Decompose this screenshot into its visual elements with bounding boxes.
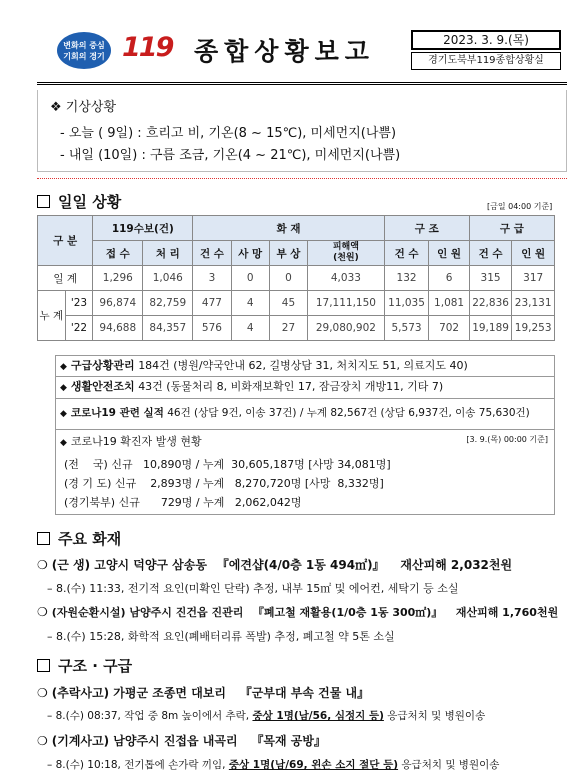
logo-text-2: 기회의 경기 [63, 52, 105, 61]
header-deaths: 사 망 [231, 241, 269, 266]
cell: 1,296 [93, 266, 143, 291]
cell: 19,189 [469, 316, 512, 341]
rescue-detail: – 8.(수) 08:37, 작업 중 8m 높이에서 추락, 중상 1명(남/56, 심정지 등) 응급처치 및 병원이송 [47, 710, 486, 722]
cell: 4,033 [308, 266, 385, 291]
cell: 22,836 [469, 291, 512, 316]
cell: 4 [231, 316, 269, 341]
covid-basis: [3. 9.(목) 00:00 기준] [466, 435, 548, 444]
cell: 315 [469, 266, 512, 291]
weather-heading [50, 96, 116, 115]
note-covid-performance: ◆ 코로나19 관련 실적 46건 (상담 9건, 이송 37건) / 누계 82,567건 (상담 6,937건, 이송 75,630건) [55, 399, 555, 430]
daily-section-title: 일일 상황 [37, 191, 121, 212]
diamond-icon: ◆ [60, 362, 67, 372]
daily-status-table [37, 215, 555, 341]
logo-text-1: 변화의 중심 [63, 41, 105, 50]
logo-emblem [57, 32, 111, 69]
divider [37, 178, 567, 179]
header-damage: 피해액 (천원) [308, 241, 385, 266]
weather-section [37, 90, 567, 172]
covid-status-box [55, 430, 555, 515]
rescue-item: ❍ (추락사고) 가평군 조종면 대보리 『군부대 부속 건물 내』 [37, 686, 370, 700]
header-handle: 처 리 [143, 241, 193, 266]
cell: 17,111,150 [308, 291, 385, 316]
circle-bullet-icon: ❍ [37, 686, 48, 700]
cell: 96,874 [93, 291, 143, 316]
daily-basis: [금일 04:00 기준] [487, 202, 553, 211]
square-icon [37, 532, 50, 545]
rescue-item: ❍ (기계사고) 남양주시 진접읍 내곡리 『목재 공방』 [37, 734, 326, 748]
header-ems-cases: 건 수 [469, 241, 512, 266]
cell: 45 [269, 291, 307, 316]
cell: 82,759 [143, 291, 193, 316]
circle-bullet-icon: ❍ [37, 734, 48, 748]
cell: 11,035 [384, 291, 429, 316]
note-safety: ◆ 생활안전조치 43건 (동물처리 8, 비화재보확인 17, 잠금장치 개방11, 기타 7) [55, 377, 555, 399]
header-injured: 부 상 [269, 241, 307, 266]
header-ems-people: 인 원 [512, 241, 555, 266]
fire-item: ❍ (자원순환시설) 남양주시 진건읍 진관리 『폐고철 재활용(1/0층 1동 300㎡)』 재산피해 1,760천원 [37, 605, 559, 619]
cell: 0 [269, 266, 307, 291]
covid-north-gyeonggi: (경기북부) 신규 729명 / 누계 2,062,042명 [64, 496, 302, 509]
cell: 27 [269, 316, 307, 341]
cell: 5,573 [384, 316, 429, 341]
fire-detail: – 8.(수) 11:33, 전기적 요인(미확인 단락) 추정, 내부 15㎡ 및 에어컨, 세탁기 등 소실 [47, 582, 459, 595]
cell: 19,253 [512, 316, 555, 341]
header-category: 구 분 [38, 216, 93, 266]
diamond-icon: ◆ [60, 438, 67, 448]
circle-bullet-icon: ❍ [37, 558, 48, 572]
circle-bullet-icon: ❍ [37, 605, 48, 619]
weather-tomorrow: - 내일 (10일) : 구름 조금, 기온(4 ~ 21℃), 미세먼지(나쁨) [60, 148, 401, 163]
cell: 4 [231, 291, 269, 316]
cell: 1,046 [143, 266, 193, 291]
cell: 0 [231, 266, 269, 291]
cell: 576 [193, 316, 231, 341]
covid-national: (전 국) 신규 10,890명 / 누계 30,605,187명 [사망 34,081명] [64, 458, 391, 471]
rescue-detail: – 8.(수) 10:18, 전기톱에 손가락 끼임, 중상 1명(남/69, 왼손 소지 절단 등) 응급처치 및 병원이송 [47, 759, 500, 771]
header-report: 119수보(건) [93, 216, 193, 241]
department-name: 경기도북부119종합상황실 [411, 52, 561, 70]
header-ems: 구 급 [469, 216, 554, 241]
cell: 84,357 [143, 316, 193, 341]
square-icon [37, 195, 50, 208]
diamond-icon: ◆ [60, 383, 67, 393]
cell: 94,688 [93, 316, 143, 341]
header-rescue-cases: 건 수 [384, 241, 429, 266]
weather-heading-text: 기상상황 [65, 100, 117, 115]
header-rescue-people: 인 원 [429, 241, 469, 266]
cell: 29,080,902 [308, 316, 385, 341]
table-row [38, 266, 555, 291]
table-row [38, 291, 555, 316]
fire-item: ❍ (근 생) 고양시 덕양구 삼송동 『에견샵(4/0층 1동 494㎡)』 재산피해 2,032천원 [37, 558, 513, 572]
report-date: 2023. 3. 9.(목) [411, 30, 561, 50]
row-year: '22 [65, 316, 93, 341]
note-ems-management: ◆ 구급상황관리 184건 (병원/약국안내 62, 길병상담 31, 처치지도 51, 의료지도 40) [55, 355, 555, 377]
weather-today: - 오늘 ( 9일) : 흐리고 비, 기온(8 ~ 15℃), 미세먼지(나쁨) [60, 126, 397, 141]
logo-119: 119 [122, 32, 173, 63]
covid-title: ◆ 코로나19 확진자 발생 현황 [60, 435, 202, 448]
cell: 477 [193, 291, 231, 316]
fires-section-title: 주요 화재 [37, 528, 121, 549]
row-label: 누 계 [38, 291, 66, 341]
table-row [38, 316, 555, 341]
square-icon [37, 659, 50, 672]
cell: 23,131 [512, 291, 555, 316]
cell: 702 [429, 316, 469, 341]
cell: 6 [429, 266, 469, 291]
row-label: 일 계 [38, 266, 93, 291]
row-year: '23 [65, 291, 93, 316]
covid-gyeonggi: (경 기 도) 신규 2,893명 / 누계 8,270,720명 [사망 8,332명] [64, 477, 384, 490]
header-rescue: 구 조 [384, 216, 469, 241]
fire-detail: – 8.(수) 15:28, 화학적 요인(폐배터리류 폭발) 추정, 폐고철 약 5톤 소실 [47, 630, 395, 643]
cell: 317 [512, 266, 555, 291]
page-title: 종합상황보고 [194, 37, 375, 66]
cell: 3 [193, 266, 231, 291]
cell: 1,081 [429, 291, 469, 316]
header-receive: 접 수 [93, 241, 143, 266]
header-cases: 건 수 [193, 241, 231, 266]
rescue-section-title: 구조 · 구급 [37, 655, 132, 676]
header-fire: 화 재 [193, 216, 384, 241]
diamond-icon: ◆ [60, 409, 67, 419]
header-divider [37, 82, 567, 85]
cell: 132 [384, 266, 429, 291]
diamond-icon: ❖ [50, 100, 62, 115]
